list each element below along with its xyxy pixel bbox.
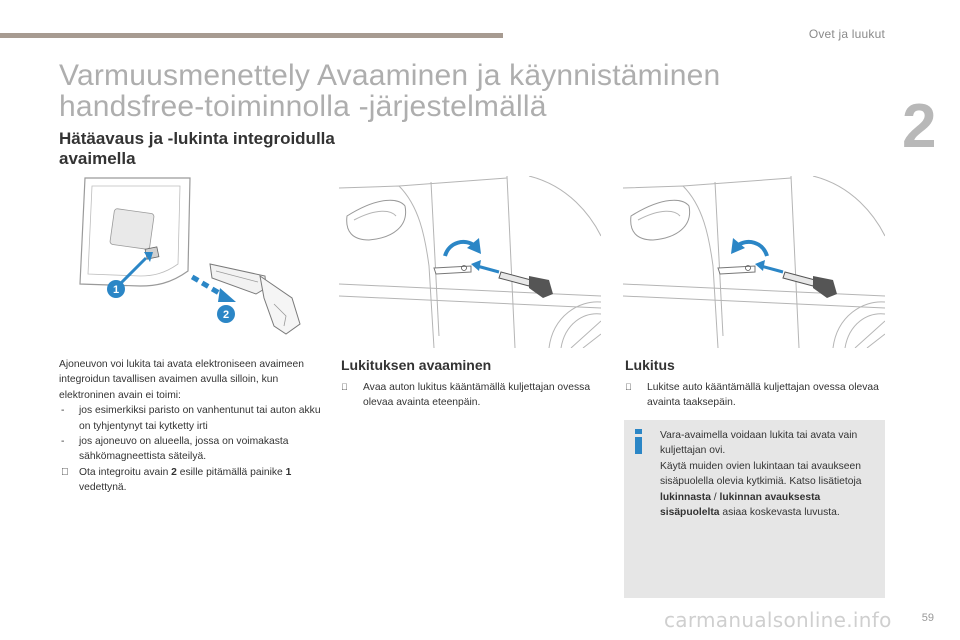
list-dash: - [61, 405, 65, 417]
watermark: carmanualsonline.info [664, 608, 892, 632]
intro-paragraph: Ajoneuvon voi lukita tai avata elektroniseen avaimeen integroidun tavallisen avaimen avulla silloin, kun elektroninen avain ei toimi: [59, 359, 304, 401]
info-slash: / [710, 491, 720, 503]
page-title: Varmuusmenettely Avaaminen ja käynnistäminen handsfree-toiminnolla -järjestelmällä [59, 59, 721, 123]
list-item-text: jos esimerkiksi paristo on vanhentunut tai auton akku on tyhjentynyt tai kytketty irti [79, 405, 321, 432]
info-icon [634, 429, 644, 454]
locking-text: Lukitse auto kääntämällä kuljettajan ovessa olevaa avainta taaksepäin. [647, 382, 879, 409]
unlocking-text: Avaa auton lukitus kääntämällä kuljettajan ovessa olevaa avainta eteenpäin. [363, 382, 591, 409]
intro-text [59, 357, 321, 496]
list-item [59, 434, 321, 465]
section-name: Ovet ja luukut [808, 27, 885, 41]
action-button-ref: 1 [285, 466, 292, 478]
info-box [624, 420, 885, 598]
list-item-text: jos ajoneuvo on alueella, jossa on voimakasta sähkömagneettista säteilyä. [79, 436, 289, 463]
chapter-number: 2 [902, 92, 937, 161]
info-bold-locking: lukinnasta [660, 491, 711, 503]
action-key-ref: 2 [171, 466, 177, 478]
lock-door-illustration [623, 176, 885, 348]
unlock-door-illustration [339, 176, 601, 348]
unlocking-instruction [341, 380, 603, 411]
list-item [59, 403, 321, 434]
list-dash: - [61, 436, 65, 448]
header-bar [0, 33, 503, 38]
action-text-start: Ota integroitu avain [79, 466, 172, 478]
action-bullet-icon [61, 465, 69, 480]
bullet-icon [625, 380, 632, 395]
section-subtitle: Hätäavaus ja -lukinta integroidulla avaimella [59, 129, 335, 168]
info-line-2 [660, 459, 880, 521]
bullet-icon [341, 380, 348, 395]
action-text-middle: esille pitämällä painike [176, 466, 286, 478]
info-text [660, 428, 880, 520]
unlocking-heading: Lukituksen avaaminen [341, 357, 492, 373]
page-number: 59 [921, 612, 934, 624]
info-line-1: Vara-avaimella voidaan lukita tai avata vain kuljettajan ovi. [660, 430, 858, 457]
locking-instruction [625, 380, 887, 411]
locking-heading: Lukitus [625, 357, 675, 373]
callout-1: 1 [112, 284, 120, 296]
info-text-end: asiaa koskevasta luvusta. [719, 507, 840, 519]
key-fob-illustration [60, 176, 318, 346]
action-item [59, 465, 321, 496]
info-text-part: Käytä muiden ovien lukintaan tai avaukseen sisäpuolella olevia kytkimiä. Katso lisätietoja [660, 460, 862, 488]
callout-2: 2 [222, 309, 230, 321]
action-text-end: vedettynä. [79, 482, 127, 494]
info-bold-unlocking: lukinnan avauksesta sisäpuolelta [660, 491, 821, 519]
